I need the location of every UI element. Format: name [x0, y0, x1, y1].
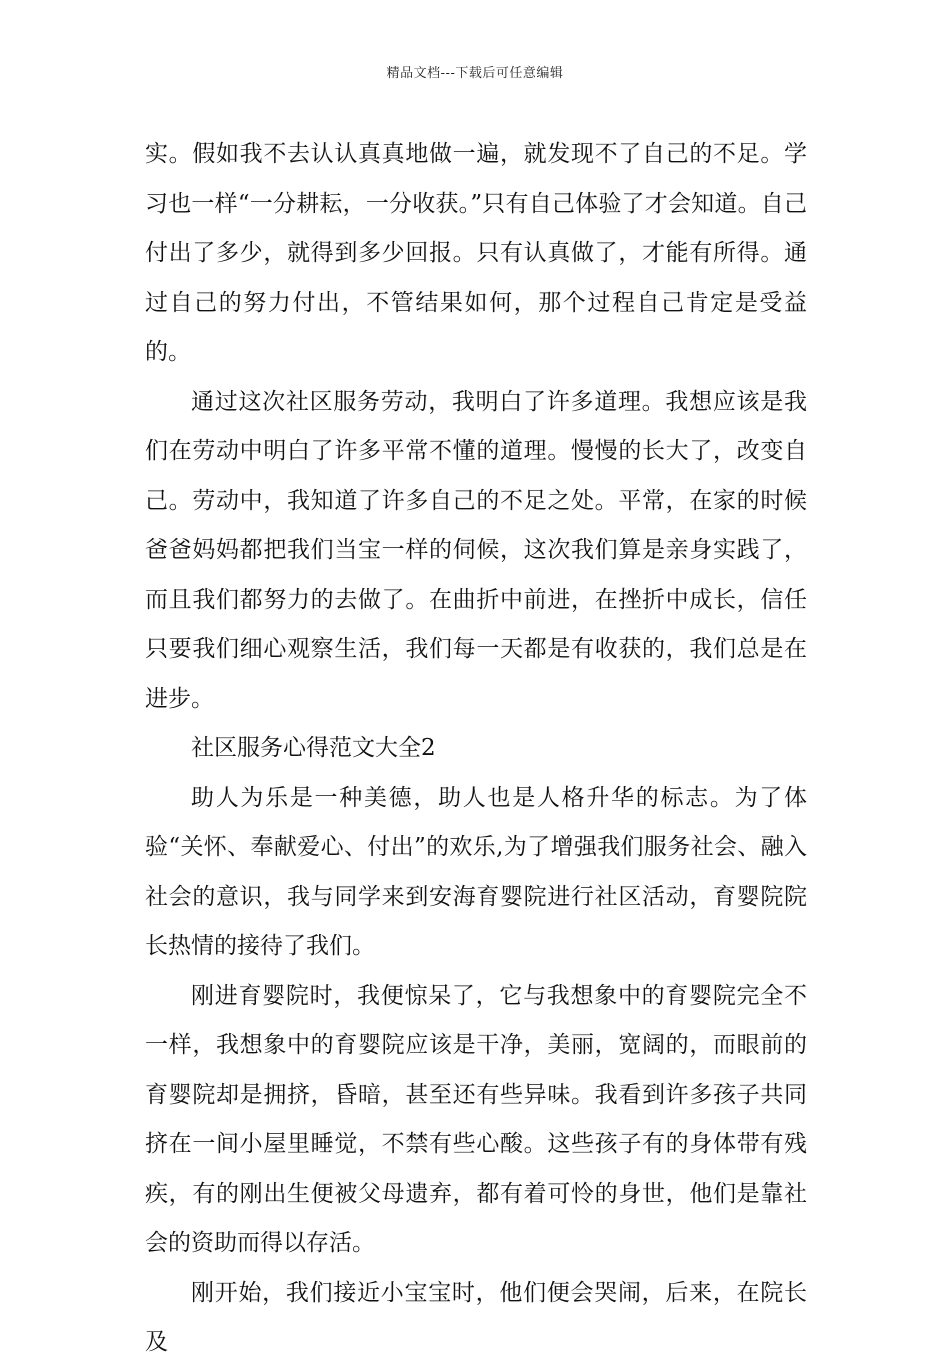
section-heading: 社区服务心得范文大全2	[191, 735, 436, 761]
page-header: 精品文档---下载后可任意编辑	[386, 66, 564, 81]
document-body	[145, 130, 807, 1368]
paragraph: 刚开始，我们接近小宝宝时，他们便会哭闹，后来，在院长及	[145, 1279, 807, 1355]
paragraph: 通过这次社区服务劳动，我明白了许多道理。我想应该是我们在劳动中明白了许多平常不懂的道理。慢慢的长大了，改变自己。劳动中，我知道了许多自己的不足之处。平常，在家的时候爸爸妈妈都把我们当宝一样的伺候，这次我们算是亲身实践了，而且我们都努力的去做了。在曲折中前进，在挫折中成长，信任只要我们细心观察生活，我们每一天都是有收获的，我们总是在进步。	[145, 388, 807, 712]
paragraph: 刚进育婴院时，我便惊呆了，它与我想象中的育婴院完全不一样，我想象中的育婴院应该是干净，美丽，宽阔的，而眼前的育婴院却是拥挤，昏暗，甚至还有些异味。我看到许多孩子共同挤在一间小屋里睡觉，不禁有些心酸。这些孩子有的身体带有残疾，有的刚出生便被父母遗弃，都有着可怜的身世，他们是靠社会的资助而得以存活。	[145, 982, 807, 1256]
paragraph: 助人为乐是一种美德，助人也是人格升华的标志。为了体验“关怀、奉献爱心、付出”的欢乐,为了增强我们服务社会、融入社会的意识，我与同学来到安海育婴院进行社区活动，育婴院院长热情的接待了我们。	[145, 784, 807, 959]
paragraph: 实。假如我不去认认真真地做一遍，就发现不了自己的不足。学习也一样“一分耕耘，一分收获。”只有自己体验了才会知道。自己付出了多少，就得到多少回报。只有认真做了，才能有所得。通过自己的努力付出，不管结果如何，那个过程自己肯定是受益的。	[145, 141, 807, 365]
